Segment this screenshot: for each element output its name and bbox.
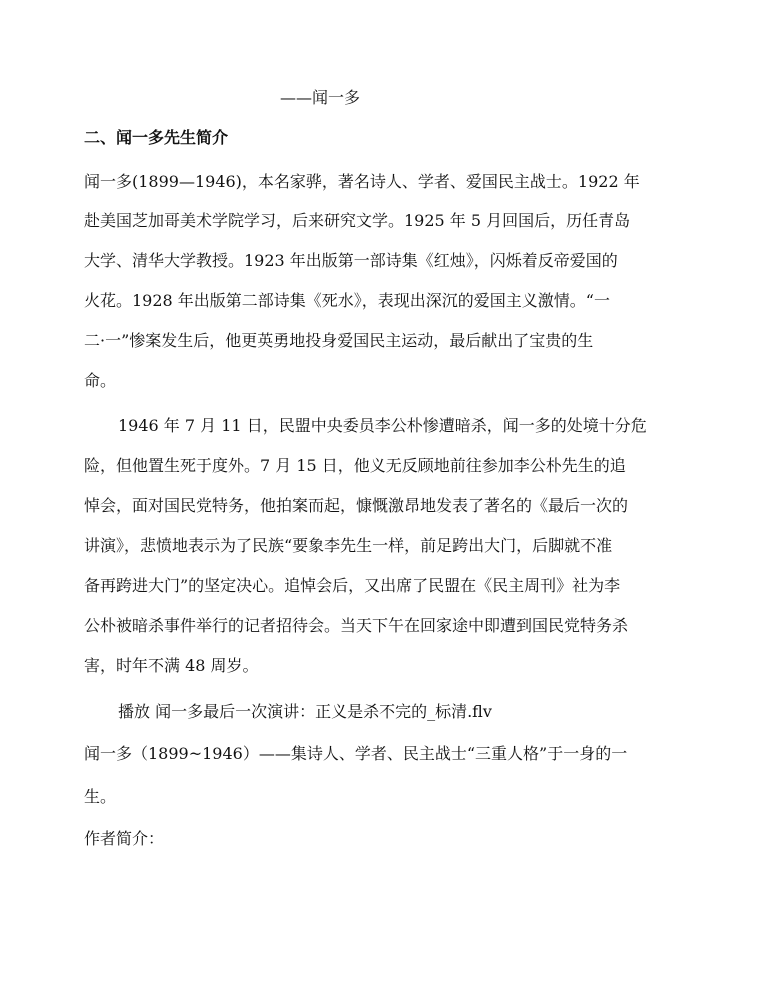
summary-line-2: 生。 [84, 787, 117, 806]
section-heading: 二、闻一多先生简介 [84, 128, 229, 147]
intro-line-4: 火花。1928 年出版第二部诗集《死水》，表现出深沉的爱国主义激情。“一 [84, 291, 610, 310]
attribution: ——闻一多 [280, 88, 361, 107]
event-line-1: 1946 年 7 月 11 日，民盟中央委员李公朴惨遭暗杀，闻一多的处境十分危 [118, 416, 647, 435]
author-intro-label: 作者简介： [84, 829, 165, 848]
event-line-4: 讲演》，悲愤地表示为了民族“要象李先生一样，前足跨出大门，后脚就不准 [84, 536, 613, 555]
intro-line-3: 大学、清华大学教授。1923 年出版第一部诗集《红烛》，闪烁着反帝爱国的 [84, 251, 618, 270]
event-line-5: 备再跨进大门”的坚定决心。追悼会后，又出席了民盟在《民主周刊》社为李 [84, 576, 621, 595]
summary-line-1: 闻一多（1899~1946）——集诗人、学者、民主战士“三重人格”于一身的一 [84, 744, 628, 763]
intro-line-6: 命。 [84, 371, 117, 390]
event-line-7: 害，时年不满 48 周岁。 [84, 656, 259, 675]
video-playback-line: 播放 闻一多最后一次演讲：正义是杀不完的_标清.flv [118, 702, 492, 721]
intro-line-1: 闻一多(1899—1946)，本名家骅，著名诗人、学者、爱国民主战士。1922 年 [84, 172, 640, 191]
intro-line-5: 二·一”惨案发生后，他更英勇地投身爱国民主运动，最后献出了宝贵的生 [84, 331, 594, 350]
event-line-2: 险，但他置生死于度外。7 月 15 日，他义无反顾地前往参加李公朴先生的追 [84, 456, 626, 475]
intro-line-2: 赴美国芝加哥美术学院学习，后来研究文学。1925 年 5 月回国后，历任青岛 [84, 211, 631, 230]
event-line-3: 悼会，面对国民党特务，他拍案而起，慷慨激昂地发表了著名的《最后一次的 [84, 496, 629, 515]
event-line-6: 公朴被暗杀事件举行的记者招待会。当天下午在回家途中即遭到国民党特务杀 [84, 616, 629, 635]
